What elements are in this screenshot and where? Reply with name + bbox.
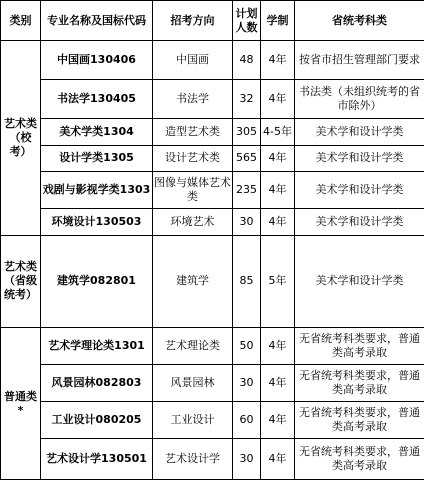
plan-cell: 30 xyxy=(233,438,261,479)
years-cell: 4年 xyxy=(261,172,295,209)
direction-cell: 书法学 xyxy=(153,79,233,118)
plan-cell: 30 xyxy=(233,365,261,402)
direction-cell: 风景园林 xyxy=(153,365,233,402)
years-cell: 4年 xyxy=(261,41,295,80)
header-direction: 招考方向 xyxy=(153,1,233,41)
major-cell: 风景园林082803 xyxy=(41,365,153,402)
major-cell: 艺术学理论类1301 xyxy=(41,328,153,365)
table-row xyxy=(1,172,424,209)
requirement-cell: 美术学和设计学类 xyxy=(295,172,424,209)
plan-cell: 30 xyxy=(233,209,261,236)
header-row xyxy=(1,1,424,41)
direction-cell: 造型艺术类 xyxy=(153,118,233,145)
years-cell: 4年 xyxy=(261,145,295,172)
direction-cell: 中国画 xyxy=(153,41,233,80)
header-major: 专业名称及国标代码 xyxy=(41,1,153,41)
direction-cell: 工业设计 xyxy=(153,401,233,438)
requirement-cell: 无省统考科类要求，普通类高考录取 xyxy=(295,328,424,365)
major-cell: 环境设计130503 xyxy=(41,209,153,236)
category-cell: 艺术类（校考） xyxy=(1,41,41,236)
major-cell: 书法学130405 xyxy=(41,79,153,118)
table-row xyxy=(1,235,424,327)
requirement-cell: 书法类（未组织统考的省市除外） xyxy=(295,79,424,118)
header-plan: 计划人数 xyxy=(233,1,261,41)
major-cell: 工业设计080205 xyxy=(41,401,153,438)
table-row xyxy=(1,118,424,145)
direction-cell: 艺术理论类 xyxy=(153,328,233,365)
plan-cell: 48 xyxy=(233,41,261,80)
plan-cell: 32 xyxy=(233,79,261,118)
years-cell: 4年 xyxy=(261,365,295,402)
table-row xyxy=(1,365,424,402)
table-row xyxy=(1,328,424,365)
plan-cell: 50 xyxy=(233,328,261,365)
years-cell: 4年 xyxy=(261,438,295,479)
major-cell: 戏剧与影视学类1303 xyxy=(41,172,153,209)
years-cell: 4年 xyxy=(261,209,295,236)
plan-cell: 60 xyxy=(233,401,261,438)
major-cell: 美术学类1304 xyxy=(41,118,153,145)
requirement-cell: 按省市招生管理部门要求 xyxy=(295,41,424,80)
category-cell: 艺术类（省级统考） xyxy=(1,235,41,327)
plan-cell: 85 xyxy=(233,235,261,327)
requirement-cell: 无省统考科类要求，普通类高考录取 xyxy=(295,438,424,479)
header-requirement: 省统考科类 xyxy=(295,1,424,41)
header-years: 学制 xyxy=(261,1,295,41)
major-cell: 建筑学082801 xyxy=(41,235,153,327)
requirement-cell: 美术学和设计学类 xyxy=(295,235,424,327)
requirement-cell: 美术学和设计学类 xyxy=(295,209,424,236)
direction-cell: 图像与媒体艺术类 xyxy=(153,172,233,209)
major-cell: 中国画130406 xyxy=(41,41,153,80)
years-cell: 4年 xyxy=(261,328,295,365)
category-cell: 普通类* xyxy=(1,328,41,480)
table-row xyxy=(1,209,424,236)
plan-cell: 235 xyxy=(233,172,261,209)
requirement-cell: 无省统考科类要求，普通类高考录取 xyxy=(295,365,424,402)
direction-cell: 建筑学 xyxy=(153,235,233,327)
plan-cell: 305 xyxy=(233,118,261,145)
direction-cell: 艺术设计学 xyxy=(153,438,233,479)
years-cell: 4年 xyxy=(261,401,295,438)
table-row xyxy=(1,401,424,438)
years-cell: 4-5年 xyxy=(261,118,295,145)
table-row xyxy=(1,79,424,118)
direction-cell: 设计艺术类 xyxy=(153,145,233,172)
major-cell: 设计学类1305 xyxy=(41,145,153,172)
table-row xyxy=(1,145,424,172)
major-cell: 艺术设计学130501 xyxy=(41,438,153,479)
direction-cell: 环境艺术 xyxy=(153,209,233,236)
requirement-cell: 美术学和设计学类 xyxy=(295,118,424,145)
table-row xyxy=(1,438,424,479)
table-row xyxy=(1,41,424,80)
requirement-cell: 美术学和设计学类 xyxy=(295,145,424,172)
plan-cell: 565 xyxy=(233,145,261,172)
years-cell: 4年 xyxy=(261,79,295,118)
years-cell: 5年 xyxy=(261,235,295,327)
header-category: 类别 xyxy=(1,1,41,41)
requirement-cell: 无省统考科类要求，普通类高考录取 xyxy=(295,401,424,438)
